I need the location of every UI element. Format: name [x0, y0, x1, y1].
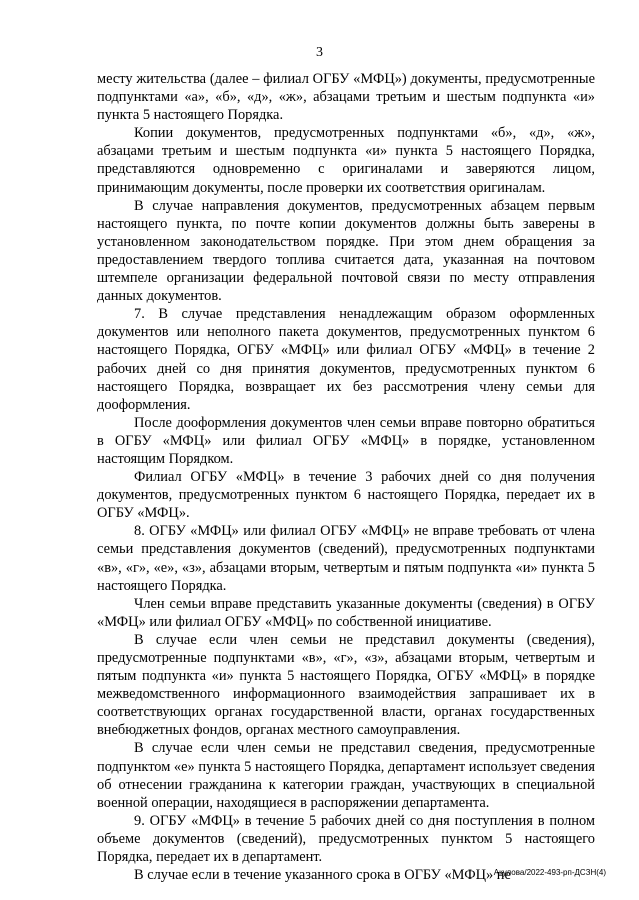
paragraph-9: В случае если член семьи не представил документы (сведения), предусмотренные подпунктами «в», «г», «з», абзацами вторым, четвертым и пятым подпункта «и» пункта 5 настоящего Порядка, ОГБУ «МФЦ» в порядке межведомственного информационного взаимодействия запрашивает их в соответствующих органах государственной власти, органах государственных внебюджетных фондов, органах местного самоуправления.	[97, 631, 595, 739]
paragraph-1: месту жительства (далее – филиал ОГБУ «МФЦ») документы, предусмотренные подпунктами «а», «б», «д», «ж», абзацами третьим и шестым подпункта «и» пункта 5 настоящего Порядка.	[97, 71, 595, 124]
paragraph-5: После дооформления документов член семьи вправе повторно обратиться в ОГБУ «МФЦ» или филиал ОГБУ «МФЦ» в порядке, установленном настоящим Порядком.	[97, 414, 595, 467]
document-body	[97, 70, 595, 884]
paragraph-12: В случае если в течение указанного срока в ОГБУ «МФЦ» не	[134, 867, 511, 884]
page-number: 3	[316, 45, 323, 60]
paragraph-4: 7. В случае представления ненадлежащим образом оформленных документов или неполного пакета документов, предусмотренных пунктом 6 настоящего Порядка, ОГБУ «МФЦ» или филиал ОГБУ «МФЦ» в течение 2 рабочих дней со дня принятия документов, предусмотренных пунктом 6 настоящего Порядка, возвращает их без рассмотрения члену семьи для дооформления.	[97, 306, 595, 413]
paragraph-2: Копии документов, предусмотренных подпунктами «б», «д», «ж», абзацами третьим и шестым подпункта «и» пункта 5 настоящего Порядка, представляются одновременно с оригиналами и заверяются лицом, принимающим документы, после проверки их соответствия оригиналам.	[97, 125, 595, 196]
paragraph-7: 8. ОГБУ «МФЦ» или филиал ОГБУ «МФЦ» не вправе требовать от члена семьи представления документов (сведений), предусмотренных подпунктами «в», «г», «е», «з», абзацами вторым, четвертым и пятым подпункта «и» пункта 5 настоящего Порядка.	[97, 523, 595, 594]
paragraph-11: 9. ОГБУ «МФЦ» в течение 5 рабочих дней со дня поступления в полном объеме документов (сведений), предусмотренных пунктом 5 настоящего Порядка, передает их в департамент.	[97, 812, 595, 866]
document-reference-code: Акулова/2022-493-рп-ДСЗН(4)	[493, 868, 606, 877]
paragraph-8: Член семьи вправе представить указанные документы (сведения) в ОГБУ «МФЦ» или филиал ОГБУ «МФЦ» по собственной инициативе.	[97, 595, 595, 630]
paragraph-3: В случае направления документов, предусмотренных абзацем первым настоящего пункта, по почте копии документов должны быть заверены в установленном законодательством порядке. При этом днем обращения за предоставлением твердого топлива считается дата, указанная на почтовом штемпеле организации федеральной почтовой связи по месту отправления данных документов.	[97, 197, 595, 305]
paragraph-10: В случае если член семьи не представил сведения, предусмотренные подпунктом «е» пункта 5 настоящего Порядка, департамент использует сведения об отнесении гражданина к категории граждан, участвующих в специальной военной операции, находящиеся в распоряжении департамента.	[97, 740, 595, 811]
paragraph-6: Филиал ОГБУ «МФЦ» в течение 3 рабочих дней со дня получения документов, предусмотренных пунктом 6 настоящего Порядка, передает их в ОГБУ «МФЦ».	[97, 469, 595, 522]
